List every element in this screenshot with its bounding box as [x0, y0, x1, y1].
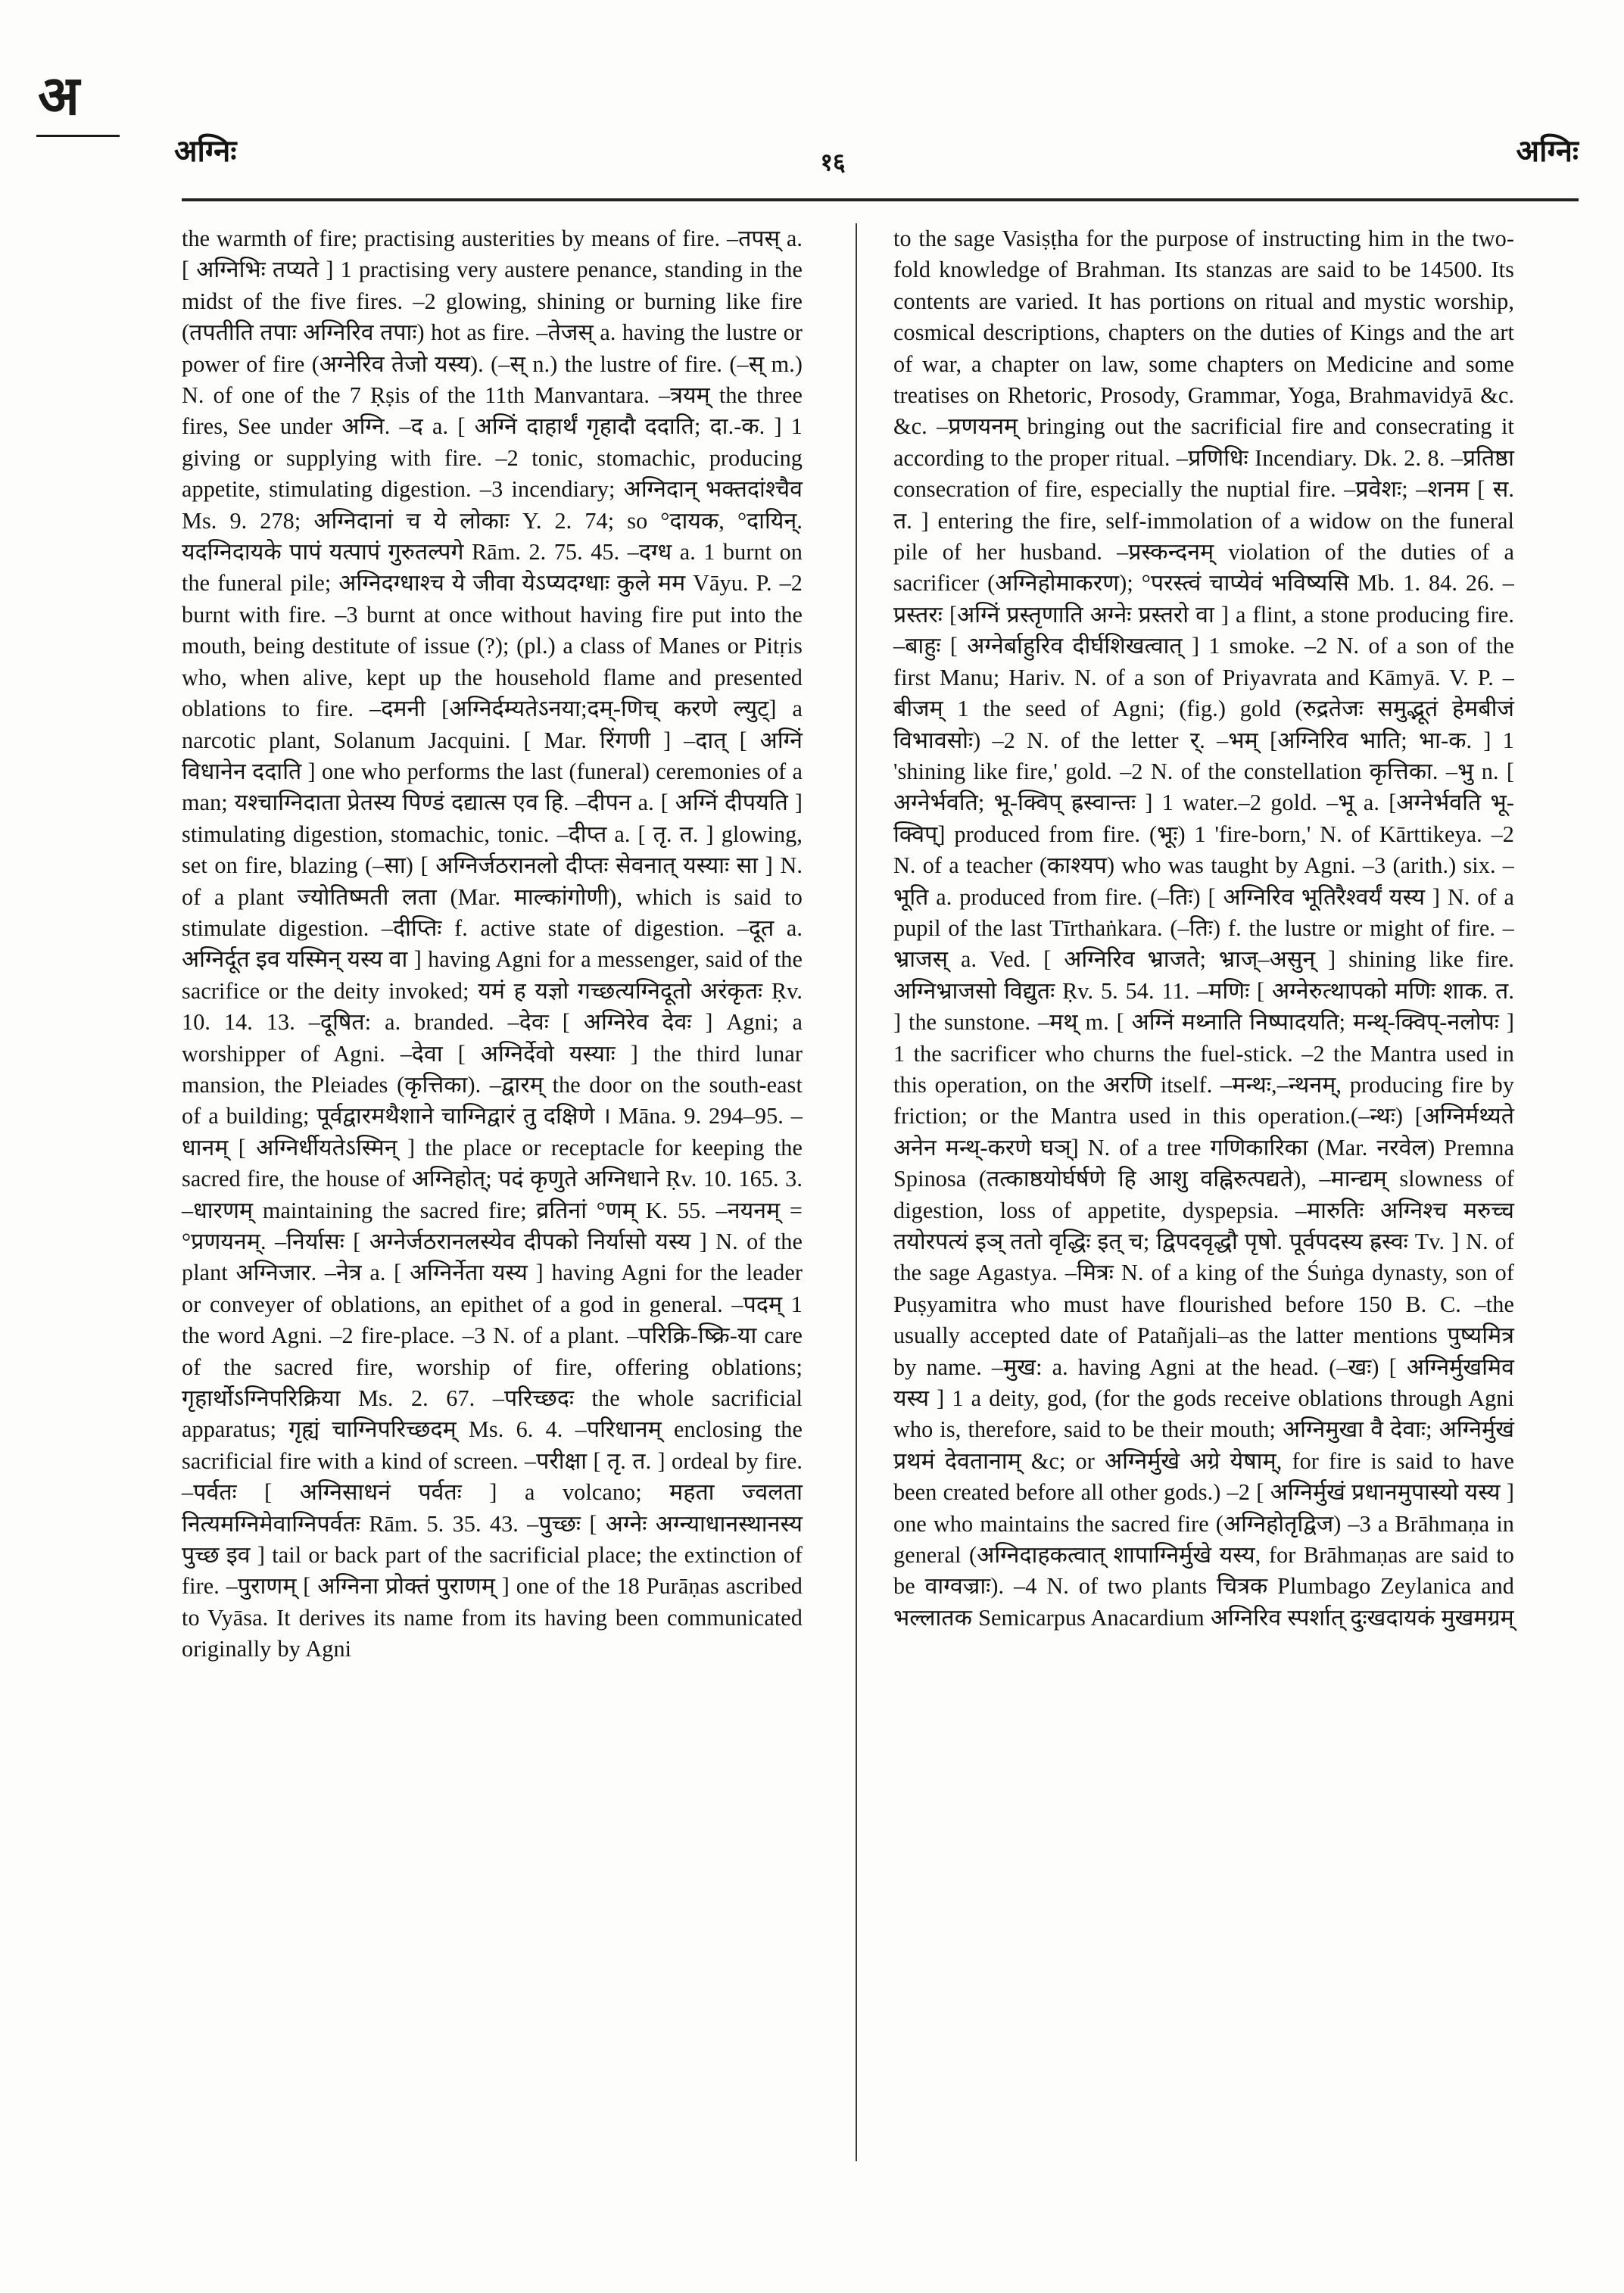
- thumb-index-letter: अ: [38, 63, 80, 127]
- left-column-text: the warmth of fire; practising austerities by means of fire. –तपस् a. [ अग्निभिः तप्यते ] 1 practising very austere penance, standing in the midst of the five fires. –2 glowing, shining or burning like fire (तपतीति तपाः अग्निरिव तपाः) hot as fire. –तेजस् a. having the lustre or power of fire (अग्नेरिव तेजो यस्य). (–स् n.) the lustre of fire. (–स् m.) N. of one of the 7 Ṛṣis of the 11th Manvantara. –त्रयम् the three fires, See under अग्नि. –द a. [ अग्निं दाहार्थं गृहादौ ददाति; दा.-क. ] 1 giving or supplying with fire. –2 tonic, stomachic, producing appetite, stimulating digestion. –3 incendiary; अग्निदान् भक्तदांश्चैव Ms. 9. 278; अग्निदानां च ये लोकाः Y. 2. 74; so °दायक, °दायिन्. यदग्निदायके पापं यत्पापं गुरुतल्पगे Rām. 2. 75. 45. –दग्ध a. 1 burnt on the funeral pile; अग्निदग्धाश्च ये जीवा येऽप्यदग्धाः कुले मम Vāyu. P. –2 burnt with fire. –3 burnt at once without having fire put into the mouth, being destitute of issue (?); (pl.) a class of Manes or Pitṛis who, when alive, kept up the household flame and presented oblations to fire. –दमनी [अग्निर्दम्यतेऽनया;दम्-णिच् करणे ल्युट्] a narcotic plant, Solanum Jacquini. [ Mar. रिंगणी ] –दात् [ अग्निं विधानेन ददाति ] one who performs the last (funeral) ceremonies of a man; यश्चाग्निदाता प्रेतस्य पिण्डं दद्यात्स एव हि. –दीपन a. [ अग्निं दीपयति ] stimulating digestion, stomachic, tonic. –दीप्त a. [ तृ. त. ] glowing, set on fire, blazing (–सा) [ अग्निर्जठरानलो दीप्तः सेवनात् यस्याः सा ] N. of a plant ज्योतिष्मती लता (Mar. माल्कांगोणी), which is said to stimulate digestion. –दीप्तिः f. active state of digestion. –दूत a. अग्निर्दूत इव यस्मिन् यस्य वा ] having Agni for a messenger, said of the sacrifice or the deity invoked; यमं ह यज्ञो गच्छत्यग्निदूतो अरंकृतः Ṛv. 10. 14. 13. –दूषित: a. branded. –देवः [ अग्निरेव देवः ] Agni; a worshipper of Agni. –देवा [ अग्निर्देवो यस्याः ] the third lunar mansion, the Pleiades (कृत्तिका). –द्वारम् the door on the south-east of a building; पूर्वद्वारमथैशाने चाग्निद्वारं तु दक्षिणे । Māna. 9. 294–95. –धानम् [ अग्निर्धीयतेऽस्मिन् ] the place or receptacle for keeping the sacred fire, the house of अग्निहोत्; पदं कृणुते अग्निधाने Ṛv. 10. 165. 3. –धारणम् maintaining the sacred fire; व्रतिनां °णम् K. 55. –नयनम् = °प्रणयनम्. –निर्यासः [ अग्नेर्जठरानलस्येव दीपको निर्यासो यस्य ] N. of the plant अग्निजार. –नेत्र a. [ अग्निर्नेता यस्य ] having Agni for the leader or conveyer of oblations, an epithet of a god in general. –पदम् 1 the word Agni. –2 fire-place. –3 N. of a plant. –परिक्रि-ष्क्रि-या care of the sacred fire, worship of fire, offering oblations; गृहार्थोऽग्निपरिक्रिया Ms. 2. 67. –परिच्छदः the whole sacrificial apparatus; गृह्यं चाग्निपरिच्छदम् Ms. 6. 4. –परिधानम् enclosing the sacrificial fire with a kind of screen. –परीक्षा [ तृ. त. ] ordeal by fire. –पर्वतः [ अग्निसाधनं पर्वतः ] a volcano; महता ज्वलता नित्यमग्निमेवाग्निपर्वतः Rām. 5. 35. 43. –पुच्छः [ अग्नेः अग्न्याधानस्थानस्य पुच्छ इव ] tail or back part of the sacrificial place; the extinction of fire. –पुराणम् [ अग्निना प्रोक्तं पुराणम् ] one of the 18 Purāṇas ascribed to Vyāsa. It derives its name from its having been communicated originally by Agni: [182, 226, 803, 1662]
- thumb-index-rule: [36, 135, 120, 137]
- left-column: [182, 223, 803, 1665]
- page-number: १६: [820, 148, 846, 176]
- right-column: [893, 223, 1514, 1634]
- running-head-left: अग्निः: [174, 133, 237, 169]
- header-rule: [182, 198, 1579, 201]
- column-divider: [856, 223, 857, 2161]
- running-head-right: अग्निः: [1516, 133, 1579, 169]
- right-column-text: to the sage Vasiṣṭha for the purpose of instructing him in the two-fold knowledge of Brahman. Its stanzas are said to be 14500. Its contents are varied. It has portions on ritual and mystic worship, cosmical descriptions, chapters on the duties of Kings and the art of war, a chapter on law, some chapters on Medicine and some treatises on Rhetoric, Prosody, Grammar, Yoga, Brahmavidyā &c. &c. –प्रणयनम् bringing out the sacrificial fire and consecrating it according to the proper ritual. –प्रणिधिः Incendiary. Dk. 2. 8. –प्रतिष्ठा consecration of fire, especially the nuptial fire. –प्रवेशः; –शनम [ स. त. ] entering the fire, self-immolation of a widow on the funeral pile of her husband. –प्रस्कन्दनम् violation of the duties of a sacrificer (अग्निहोमाकरण); °परस्त्वं चाप्येवं भविष्यसि Mb. 1. 84. 26. –प्रस्तरः [अग्निं प्रस्तृणाति अग्नेः प्रस्तरो वा ] a flint, a stone producing fire. –बाहुः [ अग्नेर्बाहुरिव दीर्घशिखत्वात् ] 1 smoke. –2 N. of a son of the first Manu; Hariv. N. of a son of Priyavrata and Kāmyā. V. P. –बीजम् 1 the seed of Agni; (fig.) gold (रुद्रतेजः समुद्भूतं हेमबीजं विभावसोः) –2 N. of the letter र्. –भम् [अग्निरिव भाति; भा-क. ] 1 'shining like fire,' gold. –2 N. of the constellation कृत्तिका. –भु n. [ अग्नेर्भवति; भू-क्विप् ह्रस्वान्तः ] 1 water.–2 gold. –भू a. [अग्नेर्भवति भू-क्विप्] produced from fire. (भूः) 1 'fire-born,' N. of Kārttikeya. –2 N. of a teacher (काश्यप) who was taught by Agni. –3 (arith.) six. –भूति a. produced from fire. (–तिः) [ अग्निरिव भूतिरैश्वर्यं यस्य ] N. of a pupil of the last Tīrthaṅkara. (–तिः) f. the lustre or might of fire. –भ्राजस् a. Ved. [ अग्निरिव भ्राजते; भ्राज्–असुन् ] shining like fire. अग्निभ्राजसो विद्युतः Ṛv. 5. 54. 11. –मणिः [ अग्नेरुत्थापको मणिः शाक. त. ] the sunstone. –मथ् m. [ अग्निं मथ्नाति निष्पादयति; मन्थ्-क्विप्-नलोपः ] 1 the sacrificer who churns the fuel-stick. –2 the Mantra used in this operation, on the अरणि itself. –मन्थः,–न्थनम्, producing fire by friction; or the Mantra used in this operation.(–न्थः) [अग्निर्मथ्यते अनेन मन्थ्-करणे घञ्] N. of a tree गणिकारिका (Mar. नरवेल) Premna Spinosa (तत्काष्ठयोर्घर्षणे हि आशु वह्निरुत्पद्यते), –मान्द्यम् slowness of digestion, loss of appetite, dyspepsia. –मारुतिः अग्निश्च मरुच्च तयोरपत्यं इञ् ततो वृद्धिः इत् च; द्विपदवृद्धौ पृषो. पूर्वपदस्य ह्रस्वः Tv. ] N. of the sage Agastya. –मित्रः N. of a king of the Śuṅga dynasty, son of Puṣyamitra who must have flourished before 150 B. C. –the usually accepted date of Patañjali–as the latter mentions पुष्यमित्र by name. –मुख: a. having Agni at the head. (–खः) [ अग्निर्मुखमिव यस्य ] 1 a deity, god, (for the gods receive oblations through Agni who is, therefore, said to be their mouth; अग्निमुखा वै देवाः; अग्निर्मुखं प्रथमं देवतानाम् &c; or अग्निर्मुखे अग्रे येषाम्, for fire is said to have been created before all other gods.) –2 [ अग्निर्मुखं प्रधानमुपास्यो यस्य ] one who maintains the sacred fire (अग्निहोतृद्विज) –3 a Brāhmaṇa in general (अग्निदाहकत्वात् शापाग्निर्मुखे यस्य, for Brāhmaṇas are said to be वाग्वज्राः). –4 N. of two plants चित्रक Plumbago Zeylanica and भल्लातक Semicarpus Anacardium अग्निरिव स्पर्शात् दुःखदायकं मुखमग्रम्: [893, 226, 1514, 1631]
